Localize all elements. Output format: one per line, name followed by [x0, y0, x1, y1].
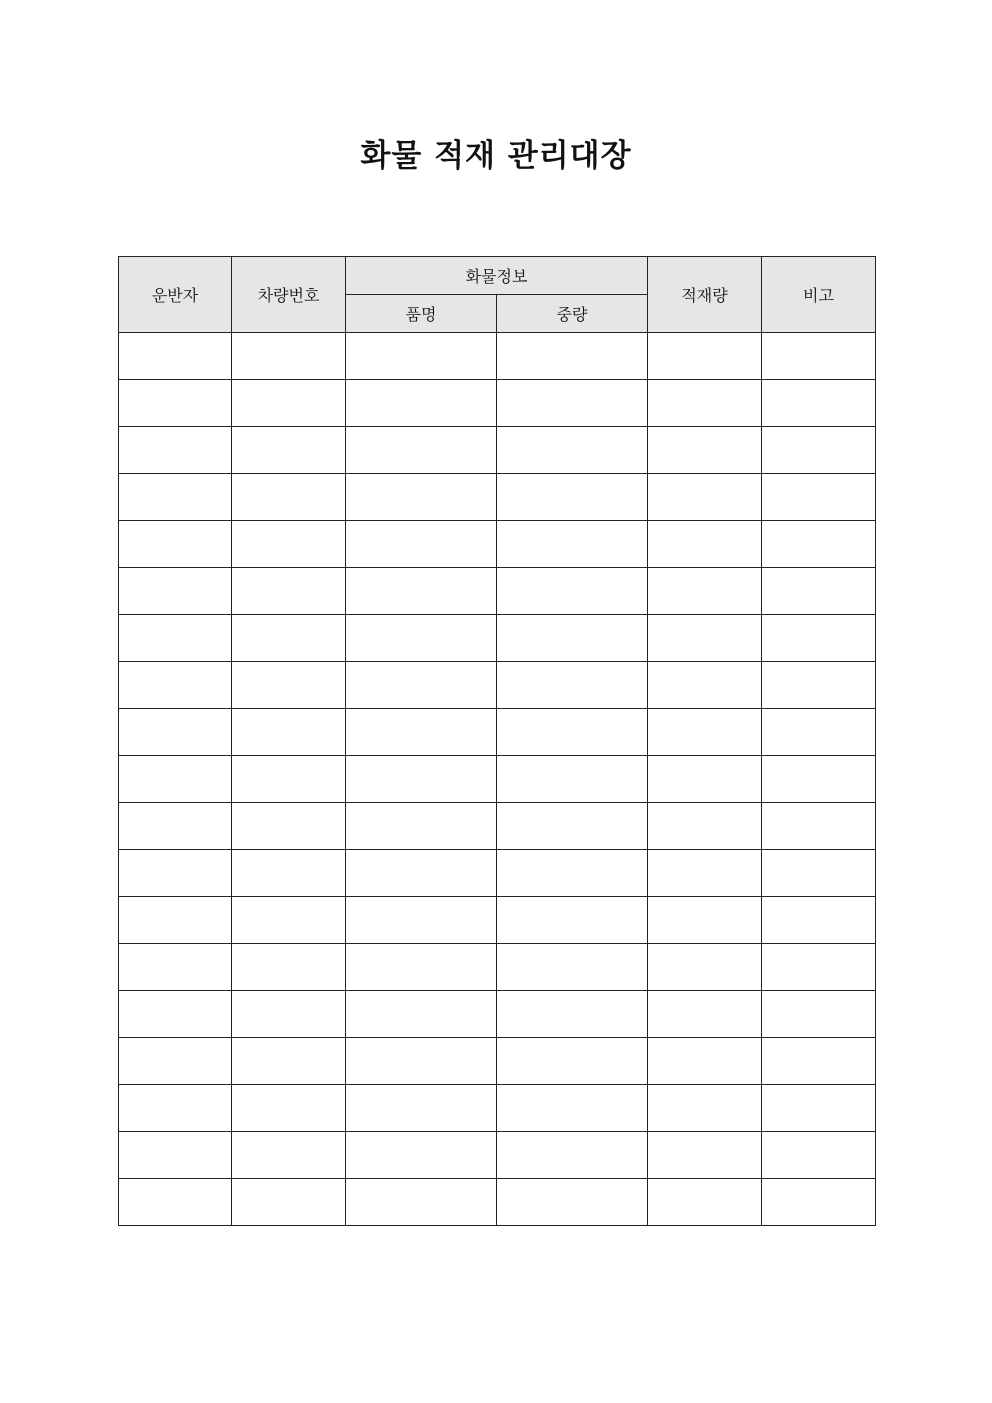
cell-vehicle-number[interactable]: [232, 709, 346, 756]
cell-weight[interactable]: [497, 521, 648, 568]
cell-remarks[interactable]: [762, 662, 876, 709]
cell-weight[interactable]: [497, 897, 648, 944]
cell-item-name[interactable]: [346, 568, 497, 615]
cell-carrier[interactable]: [119, 333, 232, 380]
cell-load-amount[interactable]: [648, 333, 762, 380]
cell-vehicle-number[interactable]: [232, 1179, 346, 1226]
table-row: [119, 1038, 876, 1085]
table-row: [119, 615, 876, 662]
cell-load-amount[interactable]: [648, 1179, 762, 1226]
table-row: [119, 521, 876, 568]
table-row: [119, 1085, 876, 1132]
table-row: [119, 897, 876, 944]
cell-vehicle-number[interactable]: [232, 615, 346, 662]
table-row: [119, 803, 876, 850]
cell-remarks[interactable]: [762, 1038, 876, 1085]
cell-carrier[interactable]: [119, 1085, 232, 1132]
cell-vehicle-number[interactable]: [232, 944, 346, 991]
header-weight: 중량: [497, 295, 648, 333]
cell-remarks[interactable]: [762, 1132, 876, 1179]
cell-item-name[interactable]: [346, 850, 497, 897]
cell-load-amount[interactable]: [648, 662, 762, 709]
cell-vehicle-number[interactable]: [232, 803, 346, 850]
table-row: [119, 1132, 876, 1179]
cell-carrier[interactable]: [119, 568, 232, 615]
cell-carrier[interactable]: [119, 756, 232, 803]
cell-weight[interactable]: [497, 333, 648, 380]
table-row: [119, 709, 876, 756]
cell-carrier[interactable]: [119, 803, 232, 850]
cell-item-name[interactable]: [346, 615, 497, 662]
cell-load-amount[interactable]: [648, 1132, 762, 1179]
cell-load-amount[interactable]: [648, 944, 762, 991]
cell-carrier[interactable]: [119, 1179, 232, 1226]
header-carrier: 운반자: [119, 257, 232, 333]
cell-weight[interactable]: [497, 850, 648, 897]
cell-weight[interactable]: [497, 662, 648, 709]
cell-weight[interactable]: [497, 568, 648, 615]
cell-weight[interactable]: [497, 991, 648, 1038]
table-row: [119, 991, 876, 1038]
cell-vehicle-number[interactable]: [232, 380, 346, 427]
cell-carrier[interactable]: [119, 1132, 232, 1179]
cell-load-amount[interactable]: [648, 897, 762, 944]
cell-load-amount[interactable]: [648, 521, 762, 568]
cell-vehicle-number[interactable]: [232, 1132, 346, 1179]
cell-vehicle-number[interactable]: [232, 333, 346, 380]
cell-remarks[interactable]: [762, 333, 876, 380]
table-row: [119, 380, 876, 427]
cell-item-name[interactable]: [346, 333, 497, 380]
cell-carrier[interactable]: [119, 1038, 232, 1085]
cell-load-amount[interactable]: [648, 756, 762, 803]
cell-load-amount[interactable]: [648, 615, 762, 662]
cell-carrier[interactable]: [119, 474, 232, 521]
cell-carrier[interactable]: [119, 662, 232, 709]
cell-load-amount[interactable]: [648, 850, 762, 897]
cell-item-name[interactable]: [346, 427, 497, 474]
table-row: [119, 474, 876, 521]
table-row: [119, 662, 876, 709]
header-load-amount: 적재량: [648, 257, 762, 333]
cell-carrier[interactable]: [119, 380, 232, 427]
cell-item-name[interactable]: [346, 991, 497, 1038]
cell-weight[interactable]: [497, 474, 648, 521]
table-row: [119, 850, 876, 897]
cell-item-name[interactable]: [346, 756, 497, 803]
cell-item-name[interactable]: [346, 709, 497, 756]
cell-weight[interactable]: [497, 756, 648, 803]
cell-load-amount[interactable]: [648, 380, 762, 427]
header-item-name: 품명: [346, 295, 497, 333]
cell-remarks[interactable]: [762, 944, 876, 991]
cell-item-name[interactable]: [346, 1132, 497, 1179]
cell-item-name[interactable]: [346, 897, 497, 944]
cell-vehicle-number[interactable]: [232, 1038, 346, 1085]
cell-remarks[interactable]: [762, 615, 876, 662]
cell-load-amount[interactable]: [648, 474, 762, 521]
cell-carrier[interactable]: [119, 850, 232, 897]
cell-remarks[interactable]: [762, 803, 876, 850]
table-row: [119, 427, 876, 474]
page-title: 화물 적재 관리대장: [360, 138, 632, 174]
cell-item-name[interactable]: [346, 803, 497, 850]
cell-load-amount[interactable]: [648, 709, 762, 756]
cell-vehicle-number[interactable]: [232, 850, 346, 897]
cell-vehicle-number[interactable]: [232, 991, 346, 1038]
table-row: [119, 756, 876, 803]
cell-weight[interactable]: [497, 709, 648, 756]
cell-load-amount[interactable]: [648, 427, 762, 474]
cell-weight[interactable]: [497, 1038, 648, 1085]
cell-remarks[interactable]: [762, 991, 876, 1038]
table-row: [119, 944, 876, 991]
cell-load-amount[interactable]: [648, 1038, 762, 1085]
cell-load-amount[interactable]: [648, 1085, 762, 1132]
cell-vehicle-number[interactable]: [232, 1085, 346, 1132]
cell-remarks[interactable]: [762, 897, 876, 944]
cell-remarks[interactable]: [762, 568, 876, 615]
cell-weight[interactable]: [497, 427, 648, 474]
cell-carrier[interactable]: [119, 897, 232, 944]
cell-item-name[interactable]: [346, 1085, 497, 1132]
cell-weight[interactable]: [497, 944, 648, 991]
cell-item-name[interactable]: [346, 380, 497, 427]
cell-load-amount[interactable]: [648, 803, 762, 850]
header-cargo-info: 화물정보: [346, 257, 648, 295]
cell-vehicle-number[interactable]: [232, 474, 346, 521]
cell-vehicle-number[interactable]: [232, 568, 346, 615]
cell-remarks[interactable]: [762, 709, 876, 756]
cell-carrier[interactable]: [119, 427, 232, 474]
cell-item-name[interactable]: [346, 521, 497, 568]
cell-remarks[interactable]: [762, 380, 876, 427]
header-vehicle-number: 차량번호: [232, 257, 346, 333]
cell-carrier[interactable]: [119, 709, 232, 756]
cell-load-amount[interactable]: [648, 568, 762, 615]
cell-carrier[interactable]: [119, 521, 232, 568]
cell-vehicle-number[interactable]: [232, 897, 346, 944]
cell-remarks[interactable]: [762, 756, 876, 803]
table-row: [119, 333, 876, 380]
cell-weight[interactable]: [497, 615, 648, 662]
table-row: [119, 1179, 876, 1226]
cargo-ledger-table: [118, 256, 876, 1226]
header-remarks: 비고: [762, 257, 876, 333]
cell-remarks[interactable]: [762, 1085, 876, 1132]
cell-weight[interactable]: [497, 380, 648, 427]
cell-weight[interactable]: [497, 1085, 648, 1132]
cell-carrier[interactable]: [119, 944, 232, 991]
cell-carrier[interactable]: [119, 615, 232, 662]
cell-item-name[interactable]: [346, 1179, 497, 1226]
cell-vehicle-number[interactable]: [232, 662, 346, 709]
cell-remarks[interactable]: [762, 474, 876, 521]
cell-remarks[interactable]: [762, 521, 876, 568]
cell-vehicle-number[interactable]: [232, 521, 346, 568]
cell-vehicle-number[interactable]: [232, 427, 346, 474]
cell-load-amount[interactable]: [648, 991, 762, 1038]
cell-remarks[interactable]: [762, 427, 876, 474]
cell-item-name[interactable]: [346, 474, 497, 521]
cell-weight[interactable]: [497, 803, 648, 850]
table-row: [119, 568, 876, 615]
cell-item-name[interactable]: [346, 1038, 497, 1085]
cell-carrier[interactable]: [119, 991, 232, 1038]
cell-weight[interactable]: [497, 1179, 648, 1226]
cell-remarks[interactable]: [762, 1179, 876, 1226]
cell-remarks[interactable]: [762, 850, 876, 897]
cell-vehicle-number[interactable]: [232, 756, 346, 803]
ledger-body: [119, 333, 876, 1226]
cell-item-name[interactable]: [346, 662, 497, 709]
cell-item-name[interactable]: [346, 944, 497, 991]
cell-weight[interactable]: [497, 1132, 648, 1179]
